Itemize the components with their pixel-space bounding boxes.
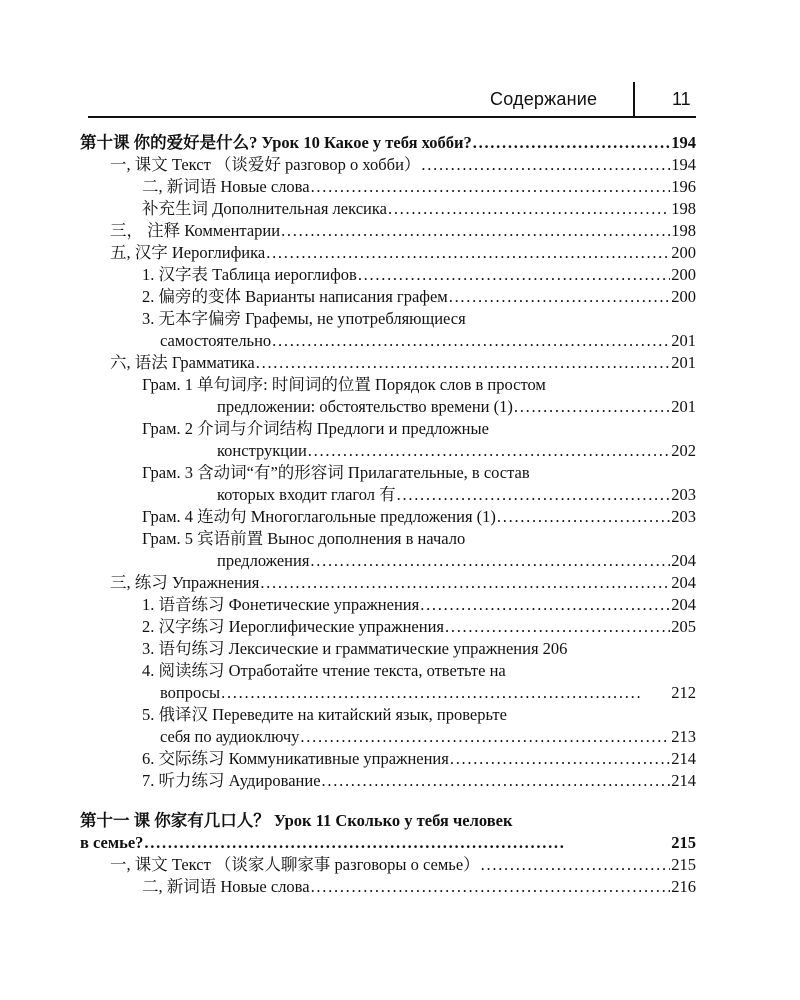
toc-page-number: 201 [671, 353, 696, 372]
toc-line [80, 832, 696, 854]
toc-entry-title: 1. 汉字表 Таблица иероглифов [142, 265, 357, 284]
dot-leader [449, 286, 671, 308]
toc-entry-title: себя по аудиоключу [160, 727, 300, 746]
toc-line [142, 330, 696, 352]
toc-page-number: 205 [671, 617, 696, 636]
toc-entry-title: 补充生词 Дополнительная лексика [142, 199, 387, 218]
toc-entry-title: 三， 注释 Комментарии [110, 221, 281, 240]
toc-line [142, 506, 696, 528]
toc-entry-title: 4. 阅读练习 Отработайте чтение текста, ответьте на [142, 661, 506, 680]
toc-entry-title: вопросы [160, 683, 221, 702]
toc-line [142, 594, 696, 616]
dot-leader [266, 242, 670, 264]
dot-leader [388, 198, 670, 220]
toc-page-number: 194 [671, 133, 696, 152]
toc-page-number: 215 [671, 833, 696, 852]
toc-entry[interactable] [142, 264, 696, 286]
toc-line [142, 638, 696, 660]
toc-entry[interactable] [142, 308, 696, 352]
dot-leader [358, 264, 670, 286]
table-of-contents [80, 132, 696, 898]
running-header-title: Содержание [490, 89, 598, 109]
toc-line [142, 876, 696, 898]
toc-page-number: 204 [671, 573, 696, 592]
toc-line [142, 682, 696, 704]
dot-leader [322, 770, 671, 792]
toc-line [110, 572, 696, 594]
toc-entry[interactable] [80, 810, 696, 854]
dot-leader [281, 220, 670, 242]
toc-line [110, 220, 696, 242]
toc-page-number: 213 [671, 727, 696, 746]
dot-leader [310, 550, 670, 572]
toc-entry[interactable] [142, 418, 696, 462]
dot-leader [260, 572, 670, 594]
toc-entry-title: 第十课 你的爱好是什么? Урок 10 Какое у тебя хобби? [80, 133, 472, 152]
toc-line [80, 810, 696, 832]
toc-entry-title: 3. 无本字偏旁 Графемы, не употребляющиеся [142, 309, 466, 328]
toc-entry[interactable] [110, 352, 696, 374]
toc-entry-title: предложения [217, 551, 310, 570]
toc-entry[interactable] [142, 638, 696, 660]
toc-line [142, 308, 696, 330]
toc-entry[interactable] [142, 198, 696, 220]
toc-line [142, 550, 696, 572]
toc-entry-title: 2. 汉字练习 Иероглифические упражнения [142, 617, 444, 636]
toc-entry[interactable] [142, 528, 696, 572]
dot-leader [272, 330, 670, 352]
toc-entry[interactable] [110, 242, 696, 264]
toc-entry-title: 7. 听力练习 Аудирование [142, 771, 321, 790]
dot-leader [420, 594, 670, 616]
toc-entry-title: 六, 语法 Грамматика [110, 353, 255, 372]
toc-line [142, 374, 696, 396]
toc-line [142, 286, 696, 308]
toc-line [142, 704, 696, 726]
toc-page-number: 201 [671, 397, 696, 416]
toc-entry[interactable] [110, 220, 696, 242]
toc-entry-title: 6. 交际练习 Коммуникативные упражнения [142, 749, 449, 768]
toc-line [142, 198, 696, 220]
toc-entry[interactable] [142, 594, 696, 616]
toc-line [80, 132, 696, 154]
dot-leader [481, 854, 671, 876]
toc-line [142, 462, 696, 484]
toc-entry-title: Грам. 1 单句词序: 时间词的位置 Порядок слов в простом [142, 375, 546, 394]
toc-page-number: 203 [671, 485, 696, 504]
toc-entry-title: 2. 偏旁的变体 Варианты написания графем [142, 287, 448, 306]
toc-page-number: 194 [671, 155, 696, 174]
toc-page-number: 200 [671, 243, 696, 262]
dot-leader [397, 484, 671, 506]
toc-entry-title: Грам. 3 含动词“有”的形容词 Прилагательные, в состав [142, 463, 530, 482]
toc-entry-title: 5. 俄译汉 Переведите на китайский язык, проверьте [142, 705, 507, 724]
toc-entry[interactable] [110, 854, 696, 876]
header-divider [633, 82, 635, 118]
toc-page-number: 201 [671, 331, 696, 350]
toc-page-number: 200 [671, 265, 696, 284]
toc-page-number: 203 [671, 507, 696, 526]
toc-page-number: 200 [671, 287, 696, 306]
toc-entry[interactable] [142, 176, 696, 198]
dot-leader [308, 440, 670, 462]
dot-leader [144, 832, 670, 854]
toc-entry-title: предложении: обстоятельство времени (1) [217, 397, 513, 416]
toc-entry-title: 3. 语句练习 Лексические и грамматические упражнения [142, 639, 539, 658]
dot-leader [421, 154, 670, 176]
toc-page-number: 202 [671, 441, 696, 460]
toc-page-number: 216 [671, 877, 696, 896]
toc-entry[interactable] [142, 462, 696, 506]
dot-leader [300, 726, 670, 748]
page-number: 11 [672, 89, 691, 109]
toc-line [142, 484, 696, 506]
toc-entry[interactable] [142, 374, 696, 418]
dot-leader [445, 616, 670, 638]
dot-leader [256, 352, 671, 374]
toc-entry[interactable] [142, 748, 696, 770]
toc-entry[interactable] [110, 572, 696, 594]
toc-line [110, 352, 696, 374]
toc-entry[interactable] [142, 286, 696, 308]
toc-entry-title: в семье? [80, 833, 144, 852]
toc-entry-title: Грам. 4 连动句 Многоглагольные предложения (1) [142, 507, 496, 526]
toc-line [110, 154, 696, 176]
toc-line [110, 242, 696, 264]
toc-line [142, 726, 696, 748]
toc-entry-title: 二, 新词语 Новые слова [142, 877, 310, 896]
toc-page-number: 214 [671, 771, 696, 790]
toc-line [142, 748, 696, 770]
toc-page-number: 198 [671, 221, 696, 240]
toc-entry-title: 二, 新词语 Новые слова [142, 177, 310, 196]
toc-page-number: 215 [671, 855, 696, 874]
toc-line [142, 396, 696, 418]
toc-entry-title: 五, 汉字 Иероглифика [110, 243, 266, 262]
toc-entry[interactable] [142, 770, 696, 792]
dot-leader [311, 176, 671, 198]
toc-line [142, 660, 696, 682]
toc-entry[interactable] [80, 132, 696, 154]
toc-page-number: 198 [671, 199, 696, 218]
toc-page-number: 196 [671, 177, 696, 196]
toc-entry-title: самостоятельно [160, 331, 272, 350]
toc-entry[interactable] [110, 154, 696, 176]
toc-entry-title: 一, 课文 Текст （谈爱好 разговор о хобби） [110, 155, 421, 174]
toc-entry-title: 第十一 课 你家有几口人？ Урок 11 Сколько у тебя человек [80, 811, 513, 830]
dot-leader [311, 876, 671, 898]
toc-entry[interactable] [142, 616, 696, 638]
toc-page-number: 204 [671, 595, 696, 614]
toc-entry[interactable] [142, 506, 696, 528]
dot-leader [450, 748, 670, 770]
toc-entry-title: Грам. 2 介词与介词结构 Предлоги и предложные [142, 419, 489, 438]
toc-line [110, 854, 696, 876]
toc-page-number: 204 [671, 551, 696, 570]
toc-entry-title: конструкции [217, 441, 307, 460]
toc-line [142, 528, 696, 550]
toc-line [142, 440, 696, 462]
dot-leader [497, 506, 670, 528]
dot-leader [221, 682, 670, 704]
toc-line [142, 176, 696, 198]
toc-entry-title: Грам. 5 宾语前置 Вынос дополнения в начало [142, 529, 466, 548]
toc-entry[interactable] [142, 704, 696, 748]
toc-line [142, 418, 696, 440]
toc-line [142, 770, 696, 792]
toc-line [142, 616, 696, 638]
toc-entry-title: которых входит глагол 有 [217, 485, 396, 504]
toc-entry-title: 三, 练习 Упражнения [110, 573, 260, 592]
toc-entry-title: 1. 语音练习 Фонетические упражнения [142, 595, 420, 614]
toc-page-number: 214 [671, 749, 696, 768]
toc-page-number: 206 [542, 639, 568, 658]
header-rule [88, 116, 696, 118]
toc-line [142, 264, 696, 286]
toc-page-number: 212 [671, 683, 696, 702]
toc-entry[interactable] [142, 876, 696, 898]
dot-leader [473, 132, 671, 154]
toc-entry-title: 一, 课文 Текст （谈家人聊家事 разговоры о семье） [110, 855, 480, 874]
dot-leader [514, 396, 670, 418]
toc-entry[interactable] [142, 660, 696, 704]
